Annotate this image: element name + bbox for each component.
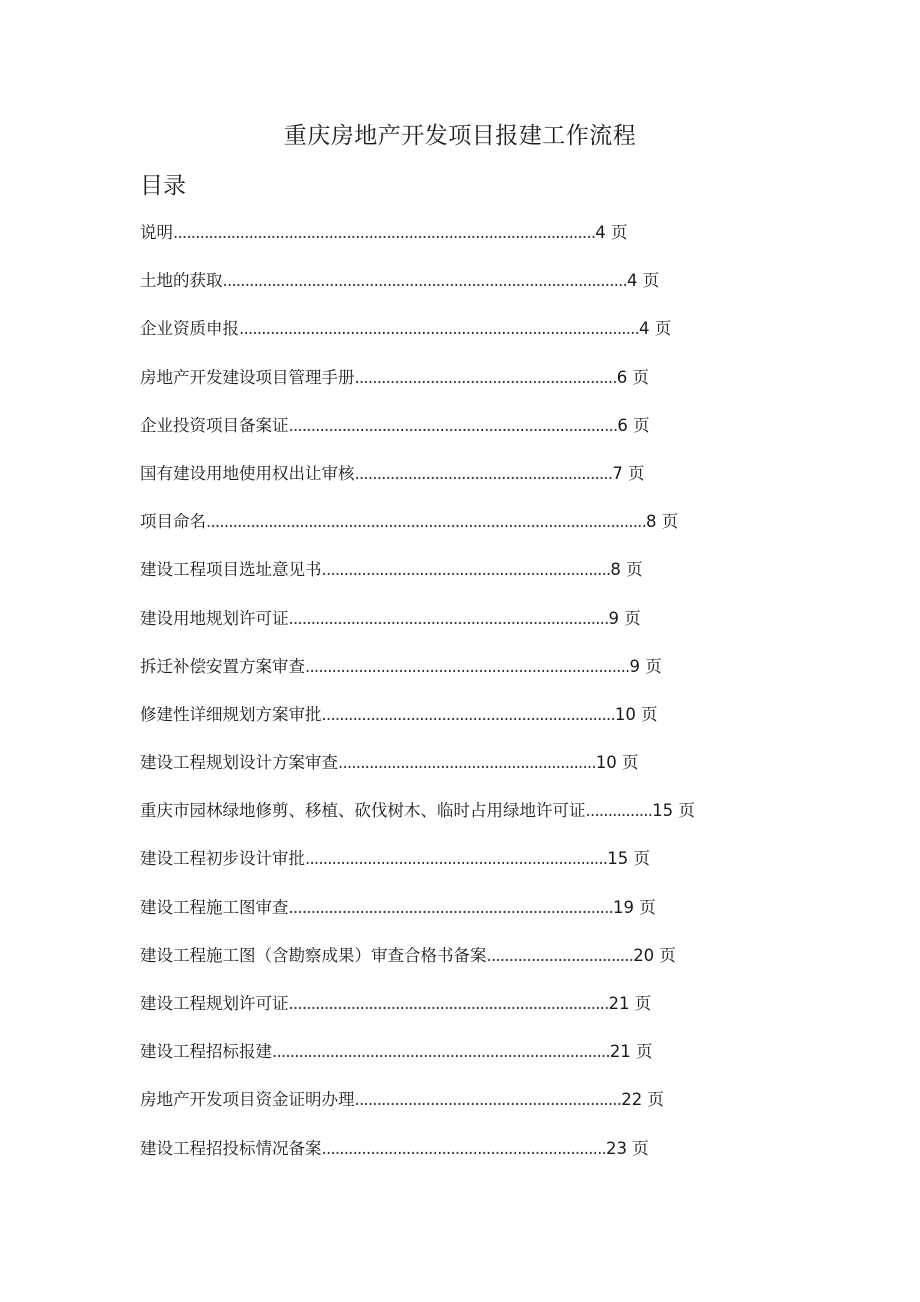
toc-entry-leader: ........................................................................................... xyxy=(222,271,627,291)
toc-entry-label: 企业投资项目备案证 xyxy=(140,415,289,435)
toc-entry-label: 建设工程初步设计审批 xyxy=(140,849,305,869)
toc-entry xyxy=(140,1037,695,1085)
toc-entry-page: 15 页 xyxy=(607,849,651,869)
toc-entry-page: 19 页 xyxy=(612,897,656,917)
toc-entry xyxy=(140,314,695,362)
toc-entry-page: 4 页 xyxy=(595,223,628,242)
toc-entry xyxy=(140,700,695,748)
toc-entry xyxy=(140,844,695,892)
toc-entry xyxy=(140,266,695,314)
toc-entry-leader: .......................................................... xyxy=(338,753,596,773)
toc-entry-label: 建设工程招投标情况备案 xyxy=(140,1138,322,1158)
toc-entry-leader: ................................................................ xyxy=(321,1138,606,1158)
toc-entry-label: 企业资质申报 xyxy=(140,319,239,339)
toc-entry-leader: .......................................................................... xyxy=(288,415,618,435)
toc-entry xyxy=(140,652,695,700)
toc-entry-label: 建设用地规划许可证 xyxy=(140,608,289,628)
toc-entry-page: 6 页 xyxy=(617,415,650,435)
toc-entry-page: 20 页 xyxy=(633,945,676,965)
toc-entry-leader: ............... xyxy=(585,801,653,821)
table-of-contents xyxy=(140,218,695,1182)
toc-entry xyxy=(140,459,695,507)
toc-entry-label: 拆迁补偿安置方案审查 xyxy=(140,656,305,676)
toc-entry-page: 9 页 xyxy=(608,608,641,628)
toc-entry-leader: .................................................................. xyxy=(321,704,615,724)
toc-entry-leader: ............................................................................ xyxy=(272,1042,610,1062)
toc-entry-leader: .......................................................... xyxy=(354,463,613,483)
toc-entry xyxy=(140,555,695,603)
toc-entry-label: 建设工程规划设计方案审查 xyxy=(140,753,338,773)
toc-entry-leader: ........................................................................ xyxy=(288,994,609,1013)
toc-entry xyxy=(140,989,695,1037)
toc-entry-leader: ............................................................ xyxy=(354,1090,622,1110)
toc-entry xyxy=(140,1134,695,1182)
toc-entry-label: 重庆市园林绿地修剪、移植、砍伐树木、临时占用绿地许可证 xyxy=(140,801,586,821)
toc-entry-leader: ................................................................................................... xyxy=(206,512,647,532)
toc-entry-label: 建设工程招标报建 xyxy=(140,1042,272,1062)
toc-entry-leader: ........................................................................ xyxy=(288,608,609,628)
toc-entry-page: 4 页 xyxy=(639,319,672,339)
toc-entry-label: 建设工程施工图（含勘察成果）审查合格书备案 xyxy=(140,945,487,965)
toc-entry-page: 21 页 xyxy=(609,1042,653,1062)
toc-entry-page: 9 页 xyxy=(629,656,662,676)
toc-entry-leader: .................................................................... xyxy=(305,849,608,869)
toc-entry xyxy=(140,748,695,796)
document-title: 重庆房地产开发项目报建工作流程 xyxy=(283,123,637,149)
toc-entry-leader: ................................................................. xyxy=(321,560,611,580)
toc-entry-label: 建设工程施工图审查 xyxy=(140,897,289,917)
toc-entry xyxy=(140,604,695,652)
toc-entry xyxy=(140,411,695,459)
toc-entry-leader: ............................................................................................... xyxy=(173,223,596,242)
toc-entry-page: 22 页 xyxy=(621,1090,664,1110)
toc-entry xyxy=(140,796,695,844)
toc-entry xyxy=(140,363,695,411)
toc-entry xyxy=(140,218,695,266)
toc-heading: 目录 xyxy=(140,173,186,199)
toc-entry-page: 4 页 xyxy=(627,271,660,291)
toc-entry-label: 土地的获取 xyxy=(140,271,223,291)
toc-entry-page: 6 页 xyxy=(616,367,649,387)
toc-entry xyxy=(140,507,695,555)
toc-entry xyxy=(140,941,695,989)
toc-entry-label: 项目命名 xyxy=(140,512,206,532)
toc-entry-label: 建设工程规划许可证 xyxy=(140,994,289,1013)
toc-entry-label: 说明 xyxy=(140,223,173,242)
toc-entry-page: 10 页 xyxy=(595,753,639,773)
toc-entry-page: 23 页 xyxy=(605,1138,649,1158)
toc-entry-leader: ......................................................................... xyxy=(288,897,613,917)
toc-entry-leader: .......................................................................................... xyxy=(239,319,640,339)
toc-entry-label: 国有建设用地使用权出让审核 xyxy=(140,463,355,483)
toc-entry-page: 8 页 xyxy=(646,512,679,532)
toc-entry-leader: ......................................................................... xyxy=(305,656,630,676)
toc-entry-page: 21 页 xyxy=(608,994,652,1013)
toc-entry-leader: ........................................................... xyxy=(354,367,617,387)
toc-entry-label: 房地产开发建设项目管理手册 xyxy=(140,367,355,387)
toc-entry xyxy=(140,893,695,941)
toc-entry-label: 建设工程项目选址意见书 xyxy=(140,560,322,580)
toc-entry-label: 房地产开发项目资金证明办理 xyxy=(140,1090,355,1110)
toc-entry-page: 7 页 xyxy=(612,463,645,483)
toc-entry-page: 10 页 xyxy=(614,704,658,724)
toc-entry-page: 15 页 xyxy=(652,801,695,821)
toc-entry xyxy=(140,1085,695,1133)
toc-entry-page: 8 页 xyxy=(610,560,643,580)
toc-entry-label: 修建性详细规划方案审批 xyxy=(140,704,322,724)
toc-entry-leader: ................................. xyxy=(486,945,634,965)
